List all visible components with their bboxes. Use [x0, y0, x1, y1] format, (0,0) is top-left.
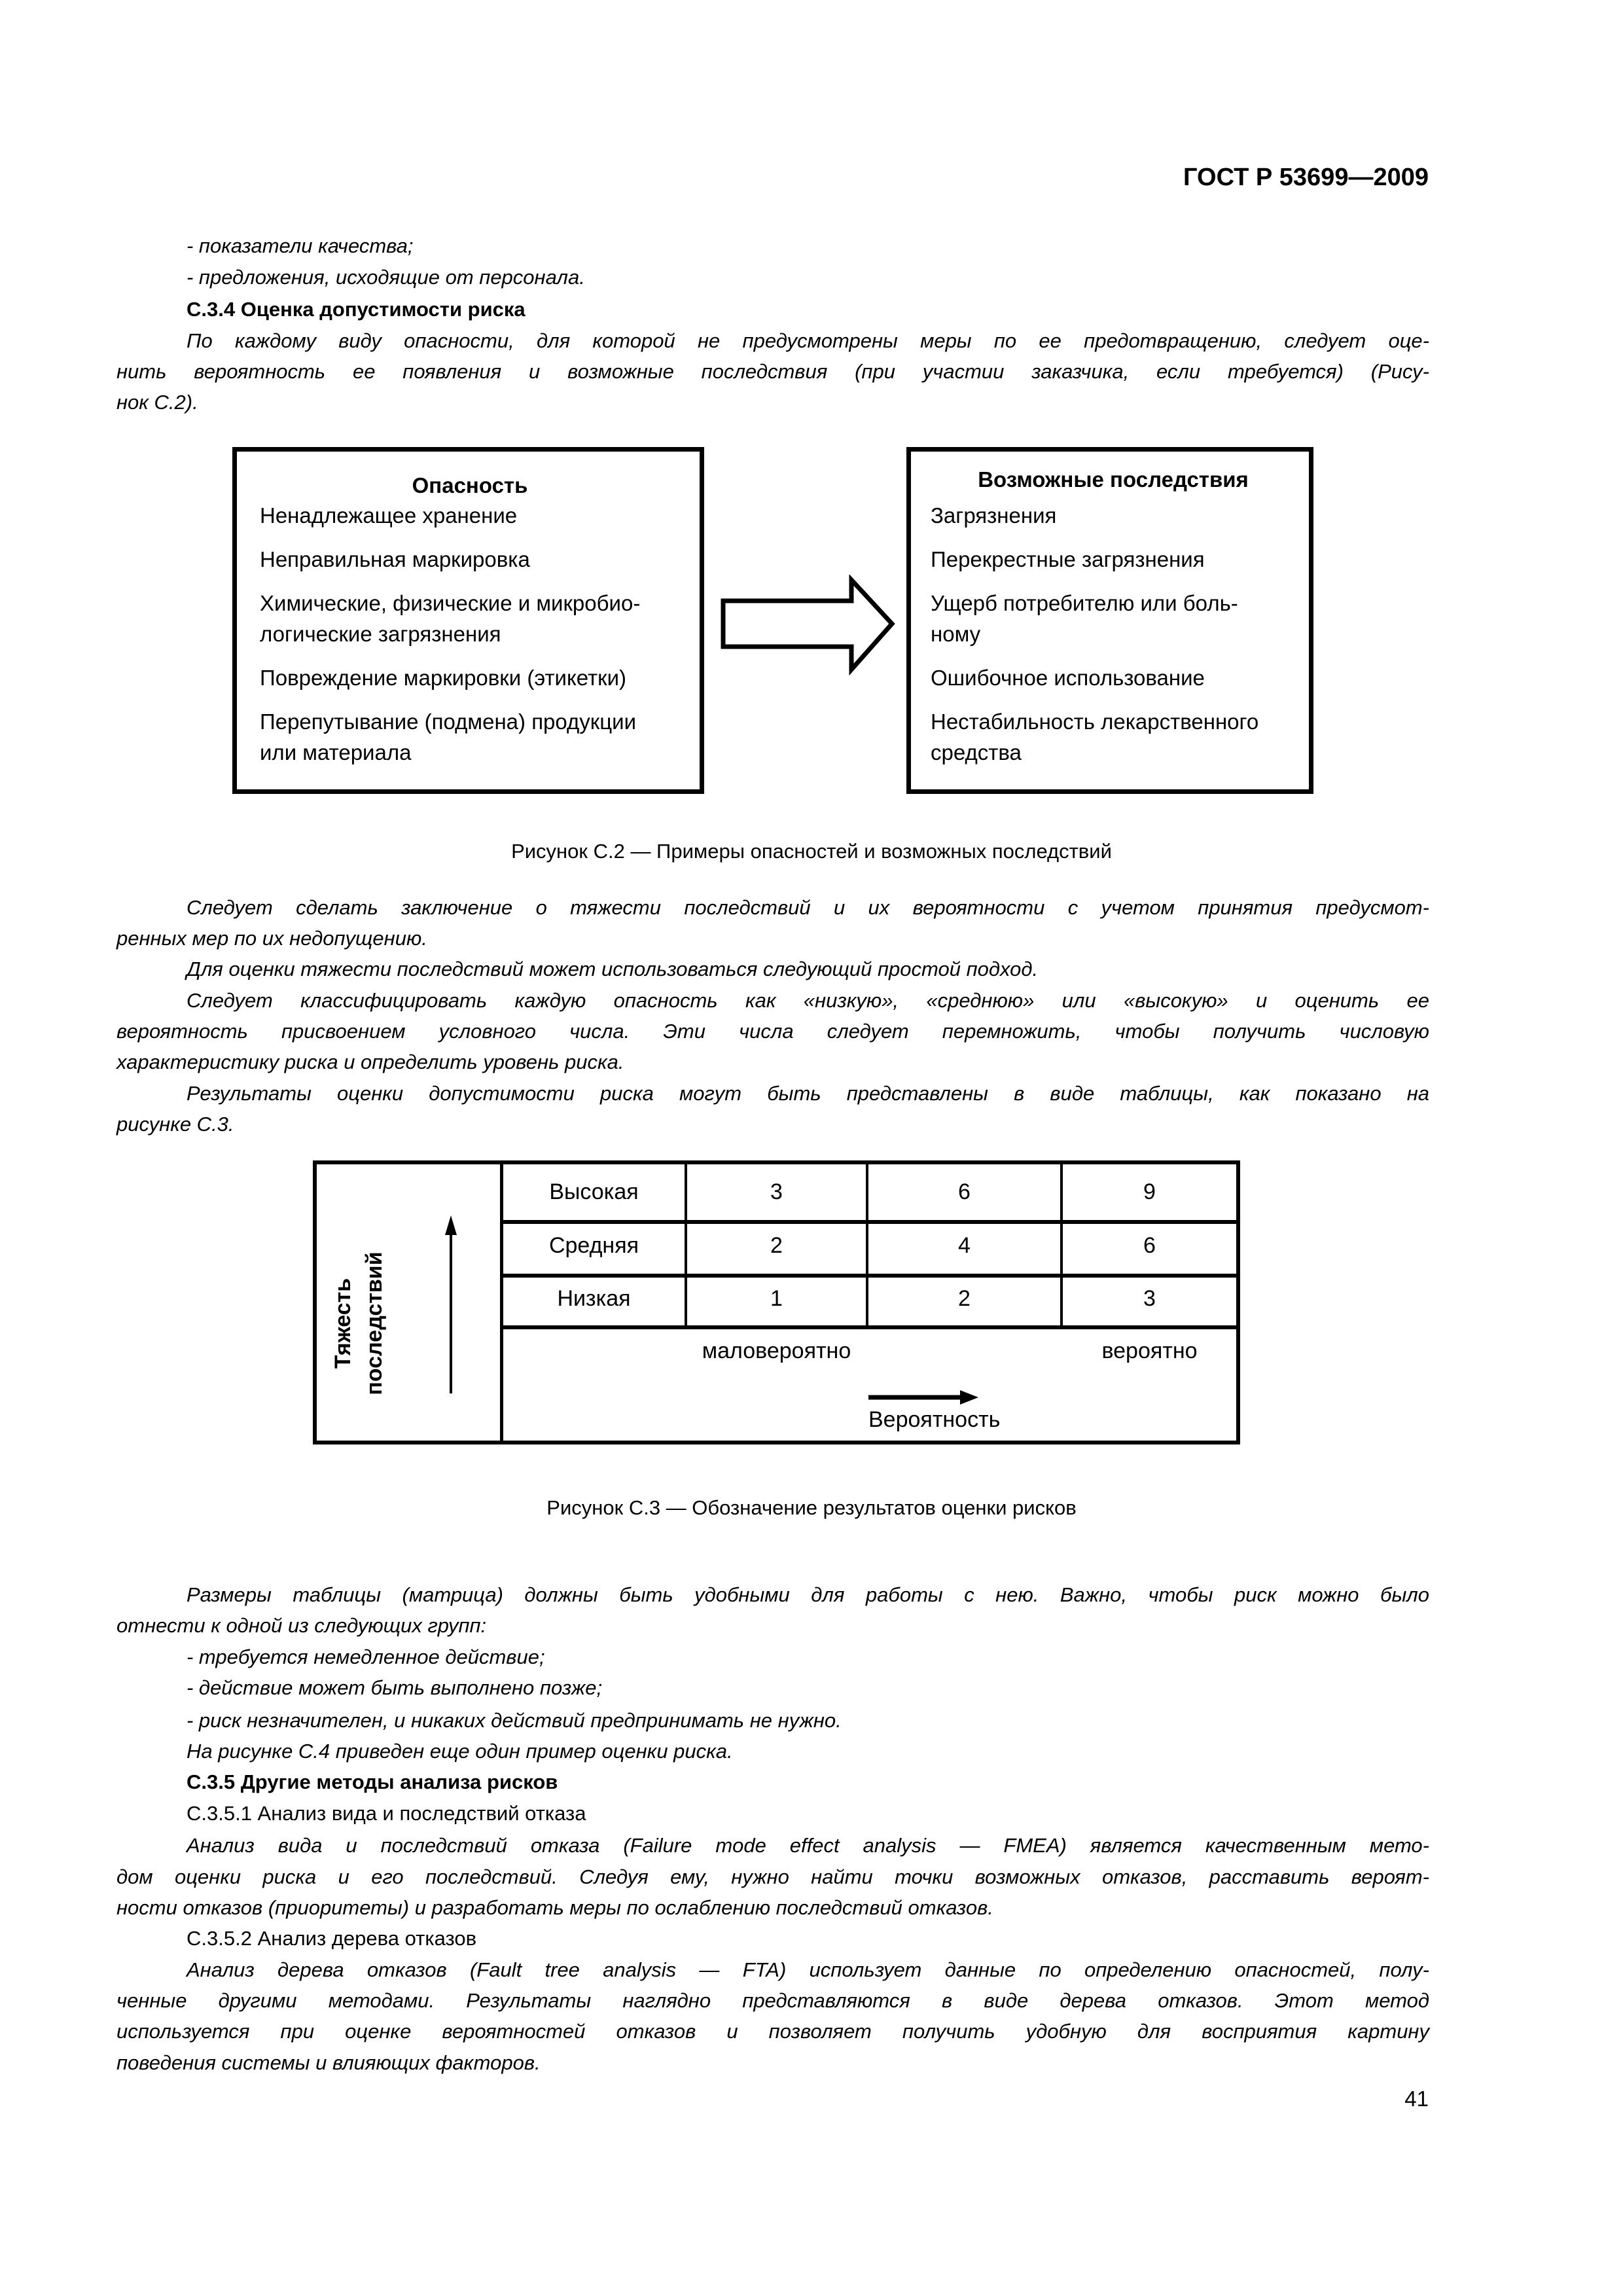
- y-axis-label-line1: Тяжесть: [330, 1278, 355, 1369]
- section-heading-c35: С.3.5 Другие методы анализа рисков: [187, 1770, 558, 1793]
- consequences-box-title: Возможные последствия: [978, 467, 1249, 492]
- consequences-box: [906, 447, 1313, 794]
- risk-matrix: [313, 1160, 1240, 1444]
- matrix-cell: 9: [1143, 1179, 1156, 1204]
- row-label-medium: Средняя: [548, 1233, 639, 1258]
- consequence-item: [931, 588, 1296, 649]
- hazards-box: [232, 447, 704, 794]
- paragraph-line: используется при оценке вероятностей отказов и позволяет получить удобную для восприятия картину: [116, 2020, 1429, 2043]
- figure-caption-c2: Рисунок С.2 — Примеры опасностей и возможных последствий: [511, 840, 1112, 863]
- subsection-heading-c352: С.3.5.2 Анализ дерева отказов: [187, 1927, 477, 1950]
- consequence-item-text: Перекрестные загрязнения: [931, 547, 1205, 571]
- paragraph-line: ченные другими методами. Результаты наглядно представляются в виде дерева отказов. Этот метод: [116, 1989, 1429, 2012]
- section-heading-c34: С.3.4 Оценка допустимости риска: [187, 298, 526, 321]
- consequence-item-text: Загрязнения: [931, 503, 1057, 528]
- severity-up-arrow-icon: [443, 1215, 459, 1395]
- hazard-item-text: или материала: [260, 740, 412, 764]
- right-block-arrow-icon: [717, 575, 900, 676]
- hazard-item: [260, 544, 680, 575]
- paragraph-line: Результаты оценки допустимости риска могут быть представлены в виде таблицы, как показано на: [187, 1082, 1429, 1105]
- consequence-item: [931, 544, 1296, 575]
- hazards-box-title: Опасность: [412, 473, 528, 497]
- y-axis-label-line2: последствий: [362, 1251, 387, 1395]
- matrix-row-line: [502, 1325, 1236, 1329]
- paragraph-line: ренных мер по их недопущению.: [116, 927, 427, 950]
- list-item: - показатели качества;: [187, 234, 414, 257]
- paragraph-line: дом оценки риска и его последствий. Следуя ему, нужно найти точки возможных отказов, расставить вероят-: [116, 1865, 1429, 1888]
- x-axis-label: Вероятность: [868, 1407, 1001, 1432]
- hazard-item-text: логические загрязнения: [260, 622, 501, 646]
- paragraph-line: Следует сделать заключение о тяжести последствий и их вероятности с учетом принятия предусмот-: [187, 896, 1429, 919]
- hazard-item: [260, 662, 680, 693]
- consequence-item-text: ному: [931, 622, 981, 646]
- paragraph-line: Анализ вида и последствий отказа (Failure mode effect analysis — FMEA) является качественным мето-: [187, 1834, 1429, 1857]
- paragraph-line: На рисунке С.4 приведен еще один пример оценки риска.: [187, 1740, 733, 1763]
- hazard-item-text: Ненадлежащее хранение: [260, 503, 518, 528]
- consequence-item-text: Нестабильность лекарственного: [931, 709, 1259, 734]
- matrix-row-line: [502, 1274, 1236, 1278]
- consequence-item: [931, 662, 1296, 693]
- hazard-item-text: Неправильная маркировка: [260, 547, 530, 571]
- paragraph-line: рисунке С.3.: [116, 1113, 234, 1136]
- paragraph-line: ности отказов (приоритеты) и разработать меры по ослаблению последствий отказов.: [116, 1896, 993, 1919]
- paragraph-line: Анализ дерева отказов (Fault tree analysis — FTA) использует данные по определению опасностей, полу-: [187, 1958, 1429, 1981]
- hazard-item-text: Перепутывание (подмена) продукции: [260, 709, 637, 734]
- list-item: - действие может быть выполнено позже;: [187, 1676, 603, 1699]
- matrix-cell: 2: [770, 1233, 783, 1258]
- hazard-item: [260, 706, 680, 768]
- list-item: - предложения, исходящие от персонала.: [187, 266, 585, 289]
- matrix-cell: 4: [958, 1233, 971, 1258]
- hazard-item: [260, 588, 680, 649]
- paragraph-line: нить вероятность ее появления и возможные последствия (при участии заказчика, если требуется) (Рису-: [116, 360, 1429, 383]
- figure-caption-c3: Рисунок С.3 — Обозначение результатов оценки рисков: [546, 1496, 1077, 1519]
- paragraph-line: Размеры таблицы (матрица) должны быть удобными для работы с нею. Важно, чтобы риск можно было: [187, 1583, 1429, 1606]
- matrix-row-line: [502, 1220, 1236, 1224]
- row-label-low: Низкая: [557, 1286, 631, 1311]
- subsection-heading-c351: С.3.5.1 Анализ вида и последствий отказа: [187, 1802, 586, 1825]
- paragraph-line: характеристику риска и определить уровень риска.: [116, 1050, 624, 1073]
- consequence-item-text: средства: [931, 740, 1022, 764]
- high-probability-label: вероятно: [1101, 1338, 1198, 1363]
- paragraph-line: нок С.2).: [116, 391, 198, 414]
- paragraph-line: Следует классифицировать каждую опасность как «низкую», «среднюю» или «высокую» и оценить ее: [187, 989, 1429, 1012]
- document-id-header: ГОСТ Р 53699—2009: [1183, 164, 1429, 191]
- list-item: - риск незначителен, и никаких действий предпринимать не нужно.: [187, 1709, 842, 1732]
- probability-right-arrow-icon: [868, 1390, 980, 1405]
- matrix-cell: 6: [958, 1179, 971, 1204]
- matrix-cell: 3: [1143, 1286, 1156, 1311]
- matrix-cell: 3: [770, 1179, 783, 1204]
- paragraph-line: поведения системы и влияющих факторов.: [116, 2051, 541, 2074]
- consequence-item-text: Ошибочное использование: [931, 666, 1205, 690]
- paragraph-line: Для оценки тяжести последствий может использоваться следующий простой подход.: [187, 958, 1039, 980]
- y-axis-label: [327, 1235, 390, 1412]
- paragraph-line: вероятность присвоением условного числа. Эти числа следует перемножить, чтобы получить числовую: [116, 1020, 1429, 1043]
- hazard-item: [260, 500, 680, 531]
- paragraph-line: отнести к одной из следующих групп:: [116, 1614, 487, 1637]
- consequence-item-text: Ущерб потребителю или боль-: [931, 591, 1238, 615]
- paragraph-line: По каждому виду опасности, для которой не предусмотрены меры по ее предотвращению, следует оце-: [187, 329, 1429, 352]
- matrix-cell: 6: [1143, 1233, 1156, 1258]
- consequence-item: [931, 500, 1296, 531]
- matrix-cell: 2: [958, 1286, 971, 1311]
- hazard-item-text: Химические, физические и микробио-: [260, 591, 641, 615]
- consequence-item: [931, 706, 1296, 768]
- row-label-high: Высокая: [549, 1179, 639, 1204]
- low-probability-label: маловероятно: [702, 1338, 851, 1363]
- list-item: - требуется немедленное действие;: [187, 1645, 545, 1668]
- hazard-item-text: Повреждение маркировки (этикетки): [260, 666, 627, 690]
- page-number: 41: [1404, 2087, 1429, 2111]
- matrix-cell: 1: [770, 1286, 783, 1311]
